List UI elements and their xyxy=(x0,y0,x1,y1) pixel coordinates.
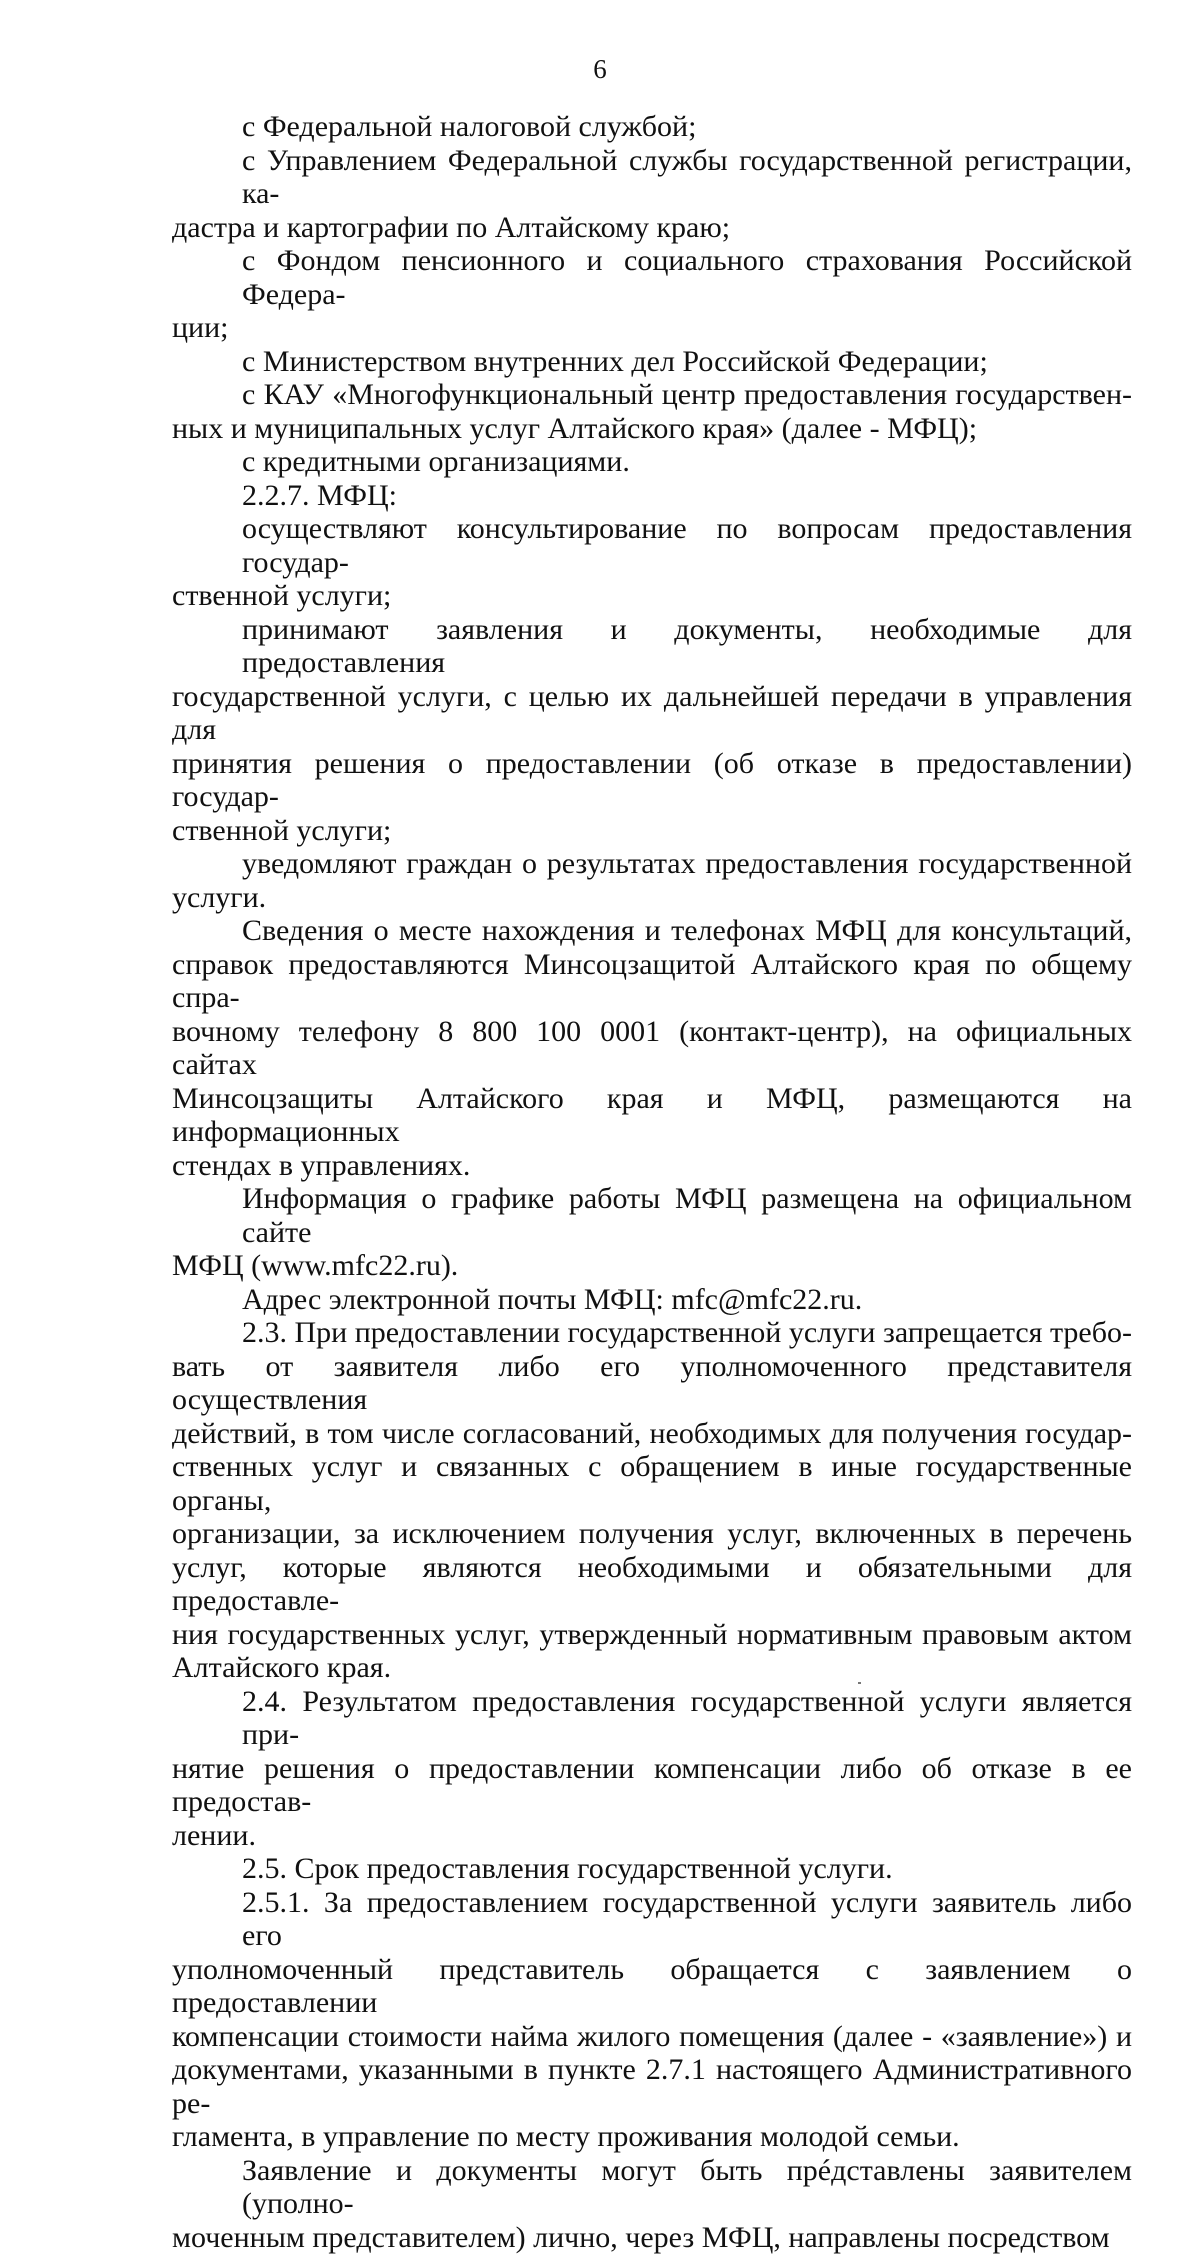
page-number: 6 xyxy=(0,52,1200,86)
text-line: с кредитными организациями. xyxy=(172,445,1132,479)
text-line: принятия решения о предоставлении (об отказе в предоставлении) государ- xyxy=(172,747,1132,814)
text-line: Заявление и документы могут быть прéдставлены заявителем (уполно- xyxy=(172,2154,1132,2221)
text-line: ния государственных услуг, утвержденный нормативным правовым актом xyxy=(172,1618,1132,1652)
text-line: Информация о графике работы МФЦ размещена на официальном сайте xyxy=(172,1182,1132,1249)
document-body xyxy=(172,110,1132,2254)
text-line: 2.4. Результатом предоставления государственной услуги является при- xyxy=(172,1685,1132,1752)
paragraph xyxy=(172,512,1132,613)
text-line: с КАУ «Многофункциональный центр предоставления государствен- xyxy=(172,378,1132,412)
paragraph xyxy=(172,378,1132,445)
text-line: ственной услуги; xyxy=(172,814,1132,848)
text-line: Адрес электронной почты МФЦ: mfc@mfc22.ru. xyxy=(172,1283,1132,1317)
text-line: справок предоставляются Минсоцзащитой Алтайского края по общему спра- xyxy=(172,948,1132,1015)
text-line: вать от заявителя либо его уполномоченного представителя осуществления xyxy=(172,1350,1132,1417)
scan-speck xyxy=(858,1682,861,1684)
paragraph xyxy=(172,479,1132,513)
paragraph xyxy=(172,1852,1132,1886)
text-line: ции; xyxy=(172,311,1132,345)
text-line: нятие решения о предоставлении компенсации либо об отказе в ее предостав- xyxy=(172,1752,1132,1819)
text-line: услуг, которые являются необходимыми и обязательными для предоставле- xyxy=(172,1551,1132,1618)
text-line: МФЦ (www.mfc22.ru). xyxy=(172,1249,1132,1283)
text-line: принимают заявления и документы, необходимые для предоставления xyxy=(172,613,1132,680)
paragraph xyxy=(172,1886,1132,2154)
text-line: ных и муниципальных услуг Алтайского края» (далее - МФЦ); xyxy=(172,412,1132,446)
text-line: услуги. xyxy=(172,881,1132,915)
text-line: документами, указанными в пункте 2.7.1 настоящего Административного ре- xyxy=(172,2053,1132,2120)
text-line: 2.5.1. За предоставлением государственной услуги заявитель либо его xyxy=(172,1886,1132,1953)
text-line: Сведения о месте нахождения и телефонах МФЦ для консультаций, xyxy=(172,914,1132,948)
text-line: дастра и картографии по Алтайскому краю; xyxy=(172,211,1132,245)
text-line: осуществляют консультирование по вопросам предоставления государ- xyxy=(172,512,1132,579)
paragraph xyxy=(172,1182,1132,1283)
paragraph xyxy=(172,445,1132,479)
paragraph xyxy=(172,2154,1132,2254)
text-line: уведомляют граждан о результатах предоставления государственной xyxy=(172,847,1132,881)
text-line: вочному телефону 8 800 100 0001 (контакт-центр), на официальных сайтах xyxy=(172,1015,1132,1082)
paragraph xyxy=(172,244,1132,345)
text-line: с Управлением Федеральной службы государственной регистрации, ка- xyxy=(172,144,1132,211)
paragraph xyxy=(172,144,1132,245)
paragraph xyxy=(172,613,1132,848)
text-line: действий, в том числе согласований, необходимых для получения государ- xyxy=(172,1417,1132,1451)
text-line: уполномоченный представитель обращается с заявлением о предоставлении xyxy=(172,1953,1132,2020)
paragraph xyxy=(172,1283,1132,1317)
text-line: Алтайского края. xyxy=(172,1651,1132,1685)
text-line: ственных услуг и связанных с обращением в иные государственные органы, xyxy=(172,1450,1132,1517)
text-line: государственной услуги, с целью их дальнейшей передачи в управления для xyxy=(172,680,1132,747)
text-line: Минсоцзащиты Алтайского края и МФЦ, размещаются на информационных xyxy=(172,1082,1132,1149)
paragraph xyxy=(172,847,1132,914)
text-line: 2.2.7. МФЦ: xyxy=(172,479,1132,513)
text-line: 2.5. Срок предоставления государственной услуги. xyxy=(172,1852,1132,1886)
text-line: организации, за исключением получения услуг, включенных в перечень xyxy=(172,1517,1132,1551)
text-line: ственной услуги; xyxy=(172,579,1132,613)
paragraph xyxy=(172,914,1132,1182)
text-line: гламента, в управление по месту проживания молодой семьи. xyxy=(172,2120,1132,2154)
text-line: лении. xyxy=(172,1819,1132,1853)
text-line: 2.3. При предоставлении государственной услуги запрещается требо- xyxy=(172,1316,1132,1350)
paragraph xyxy=(172,1685,1132,1853)
paragraph xyxy=(172,110,1132,144)
paragraph xyxy=(172,1316,1132,1685)
text-line: с Министерством внутренних дел Российской Федерации; xyxy=(172,345,1132,379)
text-line: с Фондом пенсионного и социального страхования Российской Федера- xyxy=(172,244,1132,311)
text-line: с Федеральной налоговой службой; xyxy=(172,110,1132,144)
text-line: моченным представителем) лично, через МФЦ, направлены посредством xyxy=(172,2221,1132,2254)
text-line: стендах в управлениях. xyxy=(172,1149,1132,1183)
paragraph xyxy=(172,345,1132,379)
text-line: компенсации стоимости найма жилого помещения (далее - «заявление») и xyxy=(172,2020,1132,2054)
